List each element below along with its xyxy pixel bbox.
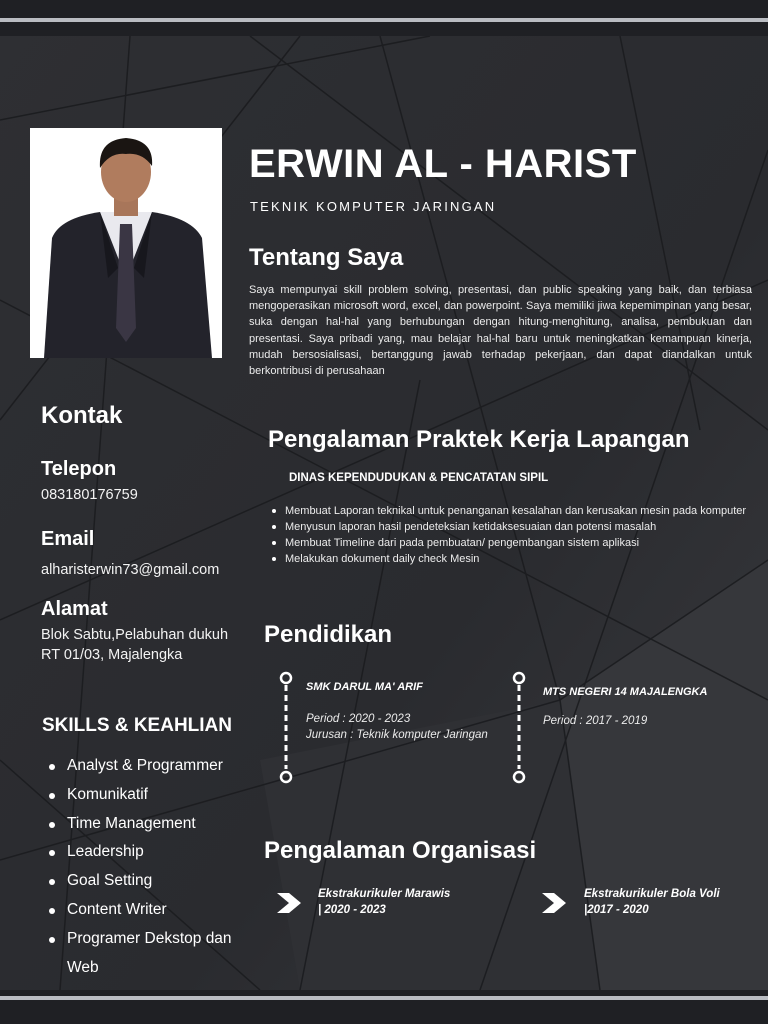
list-item: Melakukan dokument daily check Mesin — [271, 551, 752, 567]
chevron-right-icon — [542, 893, 566, 913]
contact-heading: Kontak — [41, 402, 123, 429]
address-line-2: RT 01/03, Majalengka — [41, 647, 183, 663]
list-item: Content Writer — [46, 896, 256, 925]
internship-heading: Pengalaman Praktek Kerja Lapangan — [268, 426, 690, 453]
internship-organization: DINAS KEPENDUDUKAN & PENCATATAN SIPIL — [289, 472, 549, 484]
edu-major-1: Jurusan : Teknik komputer Jaringan — [306, 729, 488, 741]
email-label: Email — [41, 528, 95, 550]
org-item-title: Ekstrakurikuler Marawis — [318, 888, 451, 900]
edu-period-1: Period : 2020 - 2023 — [306, 713, 411, 725]
phone-value: 083180176759 — [41, 487, 138, 503]
list-item: Menyusun laporan hasil pendeteksian ketidaksesuaian dan potensi masalah — [271, 519, 752, 535]
list-item: Leadership — [46, 838, 256, 867]
list-item: Goal Setting — [46, 867, 256, 896]
org-item-2 — [584, 886, 744, 918]
internship-duties — [271, 503, 752, 567]
list-item: Membuat Timeline dari pada pembuatan/ pengembangan sistem aplikasi — [271, 535, 752, 551]
address-line-1: Blok Sabtu,Pelabuhan dukuh — [41, 627, 229, 643]
org-item-period: | 2020 - 2023 — [318, 904, 386, 916]
timeline-icon — [512, 671, 526, 785]
org-item-1 — [318, 886, 476, 918]
profile-photo — [30, 128, 222, 358]
list-item: Analyst & Programmer — [46, 752, 256, 781]
person-name: ERWIN AL - HARIST — [249, 142, 637, 186]
address-label: Alamat — [41, 598, 108, 620]
list-item: Time Management — [46, 810, 256, 839]
email-value: alharisterwin73@gmail.com — [41, 562, 220, 578]
list-item: Programer Dekstop dan Web — [46, 925, 256, 983]
chevron-right-icon — [277, 893, 301, 913]
about-text: Saya mempunyai skill problem solving, presentasi, dan public speaking yang baik, dan terbiasa mengoperasikan microsoft word, excel, dan powerpoint. Saya memiliki jiwa kepemimpinan yang besar, suka dengan hal-hal yang berhubungan dengan hitung-menghitung, analisa, pembukuan dan presentasi. Saya pribadi yang, mau belajar hal-hal baru untuk meningkatkan kemampuan kinerja, mudah bersosialisasi, bertanggung jawab terhadap pekerjaan, dan dapat diandalkan untuk berkontribusi di perusahaan — [249, 284, 752, 378]
edu-school-1: SMK DARUL MA' ARIF — [306, 681, 423, 693]
job-title: TEKNIK KOMPUTER JARINGAN — [250, 199, 497, 214]
edu-school-2: MTS NEGERI 14 MAJALENGKA — [543, 686, 708, 698]
list-item: Komunikatif — [46, 781, 256, 810]
bottom-accent-line — [0, 996, 768, 1000]
org-item-period: |2017 - 2020 — [584, 904, 649, 916]
education-heading: Pendidikan — [264, 621, 393, 648]
org-item-title: Ekstrakurikuler Bola Voli — [584, 888, 720, 900]
timeline-icon — [279, 671, 293, 785]
skills-heading: SKILLS & KEAHLIAN — [42, 715, 232, 736]
top-accent-line — [0, 18, 768, 22]
organization-heading: Pengalaman Organisasi — [264, 837, 537, 864]
edu-period-2: Period : 2017 - 2019 — [543, 715, 648, 727]
about-heading: Tentang Saya — [249, 244, 404, 271]
list-item: Membuat Laporan teknikal untuk penanganan kesalahan dan kerusakan mesin pada komputer — [271, 503, 752, 519]
phone-label: Telepon — [41, 458, 117, 480]
skills-list — [46, 752, 256, 982]
